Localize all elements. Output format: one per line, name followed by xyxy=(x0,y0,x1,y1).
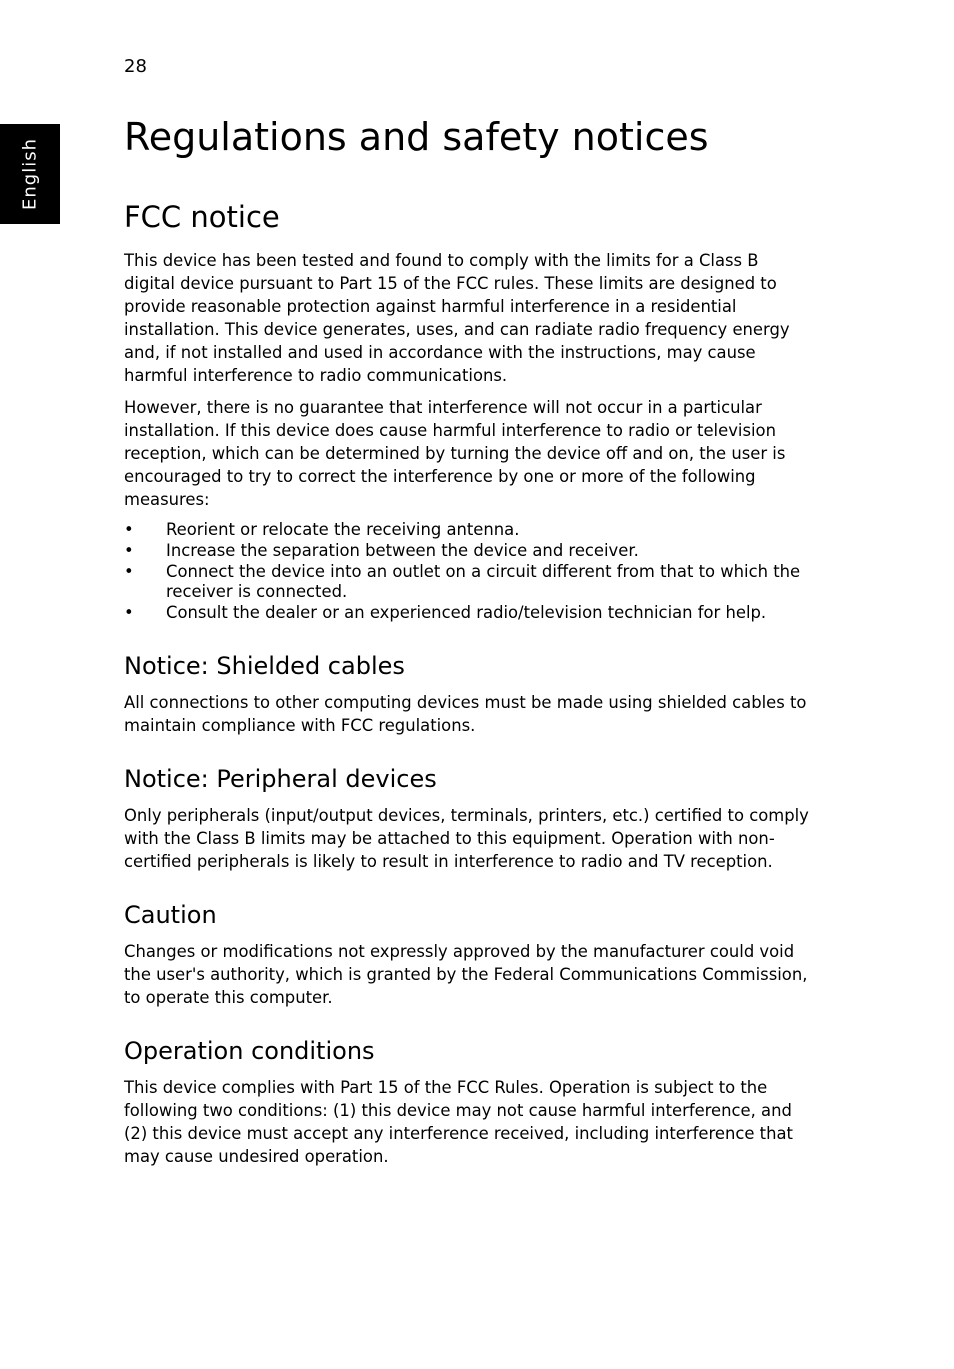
bullet-marker: • xyxy=(124,603,134,623)
fcc-paragraph-2: However, there is no guarantee that interference will not occur in a particular installation. If this device does cause harmful interference to radio or television reception, which can be determined by turning the device off and on, the user is encouraged to try to correct the interference by one or more of the following measures: xyxy=(124,398,786,509)
fcc-paragraph-1: This device has been tested and found to comply with the limits for a Class B digital device pursuant to Part 15 of the FCC rules. These limits are designed to provide reasonable protection against harmful interference in a residential installation. This device generates, uses, and can radiate radio frequency energy and, if not installed and used in accordance with the instructions, may cause harmful interference to radio communications. xyxy=(124,251,790,385)
shielded-cables-heading: Notice: Shielded cables xyxy=(124,651,405,680)
peripheral-devices-heading: Notice: Peripheral devices xyxy=(124,764,437,793)
operation-conditions-heading: Operation conditions xyxy=(124,1036,375,1065)
peripheral-devices-body: Only peripherals (input/output devices, terminals, printers, etc.) certified to comply with the Class B limits may be attached to this equipment. Operation with non-certified peripherals is likely to result in interference to radio and TV reception. xyxy=(124,805,809,871)
language-tab-label: English xyxy=(19,138,41,210)
list-item xyxy=(124,603,814,624)
fcc-notice-heading: FCC notice xyxy=(124,200,280,234)
page-number: 28 xyxy=(124,56,147,77)
operation-conditions-body: This device complies with Part 15 of the FCC Rules. Operation is subject to the following two conditions: (1) this device may not cause harmful interference, and (2) this device must accept any interference received, including interference that may cause undesired operation. xyxy=(124,1077,793,1166)
list-item-text: Consult the dealer or an experienced radio/television technician for help. xyxy=(166,603,767,623)
fcc-notice-section xyxy=(124,199,814,624)
caution-heading: Caution xyxy=(124,900,217,929)
fcc-measures-list xyxy=(124,520,814,624)
bullet-marker: • xyxy=(124,561,134,581)
operation-conditions-section xyxy=(124,1036,814,1168)
bullet-marker: • xyxy=(124,520,134,539)
bullet-marker: • xyxy=(124,540,134,560)
caution-body: Changes or modifications not expressly approved by the manufacturer could void the user's authority, which is granted by the Federal Communications Commission, to operate this computer. xyxy=(124,941,808,1007)
peripheral-devices-section xyxy=(124,764,814,873)
list-item xyxy=(124,541,814,562)
shielded-cables-body: All connections to other computing devices must be made using shielded cables to maintain compliance with FCC regulations. xyxy=(124,692,807,735)
language-tab xyxy=(0,124,60,224)
list-item-text: Connect the device into an outlet on a circuit different from that to which the receiver is connected. xyxy=(166,561,801,602)
list-item-text: Increase the separation between the device and receiver. xyxy=(166,540,639,560)
list-item-text: Reorient or relocate the receiving antenna. xyxy=(166,520,520,539)
caution-section xyxy=(124,900,814,1009)
page-content xyxy=(124,112,814,1177)
page-title: Regulations and safety notices xyxy=(124,115,709,159)
list-item xyxy=(124,520,814,541)
shielded-cables-section xyxy=(124,651,814,737)
list-item xyxy=(124,562,814,604)
